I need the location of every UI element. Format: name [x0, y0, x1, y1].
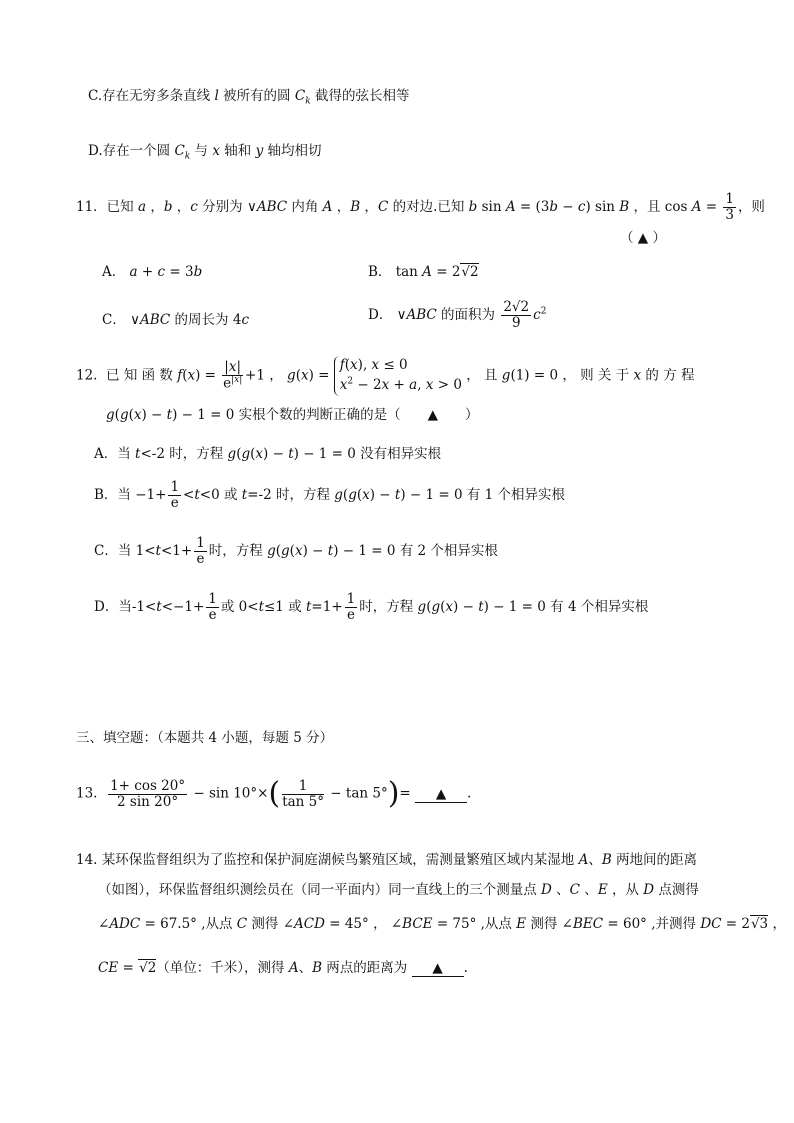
q10-option-c — [88, 88, 409, 107]
q11-option-c: C． ∨ABC 的周长为 4c — [102, 312, 249, 328]
q14-line-2: （如图），环保监督组织测绘员在（同一平面内）同一直线上的三个测量点 D 、C 、E ，从 D 点测得 — [98, 882, 699, 898]
q10-option-c-text: C.存在无穷多条直线 l 被所有的圆 $C_k$ 截得的弦长相等 — [88, 88, 410, 107]
q13-expression: 13. $\frac{1+ \cos 20^\circ}{2 \sin 20^\circ}$ − sin 10°×( $\frac{1}{\tan 5^\circ}$ − tan 5°)= ▲ . — [76, 776, 472, 811]
q11-stem: 11．已知 a ，b ，c 分别为 ∨ABC 内角 A ，B ，C 的对边.已知 b sin A = (3b − c) sin B ，且 cos A = $\frac{1}{3}$ ，则 — [76, 191, 765, 223]
q11-option-a: A． a + c = 3b — [102, 264, 203, 280]
q14-line-4: CE = √2（单位：千米），测得 A、B 两点的距离为 ▲ . — [98, 960, 468, 976]
q12-stem2: g(g(x) − t) − 1 = 0 实根个数的判断正确的是（ ▲ ） — [106, 407, 479, 423]
q11-answer-mark: （ ▲ ） — [620, 230, 666, 246]
q12-option-b: B．当 −1+ $\frac{1}{e}$ <t<0 或 t=-2 时，方程 g(g(x) − t) − 1 = 0 有 1 个相异实根 — [94, 479, 566, 511]
q11-option-b: B． tan A = 2√2 — [368, 264, 479, 280]
q14-answer-blank: ▲ — [412, 960, 464, 977]
q10-option-d — [88, 143, 322, 162]
q13-answer-blank: ▲ — [415, 786, 467, 803]
q11-option-d: D． ∨ABC 的面积为 $\frac{2√2}{9}$ $c^2$ — [368, 299, 547, 331]
q12-option-d: D．当-1<t<−1+ $\frac{1}{e}$ 或 0<t≤1 或 t=1+ $\frac{1}{e}$ 时，方程 g(g(x) − t) − 1 = 0 有 4 个相异实根 — [94, 591, 649, 623]
section-title: 三、填空题：（本题共 4 小题，每题 5 分） — [76, 730, 334, 746]
q12-option-c: C．当 1<t<1+ $\frac{1}{e}$ 时，方程 g(g(x) − t) − 1 = 0 有 2 个相异实根 — [94, 535, 498, 567]
q14-line-3: ∠ADC = 67.5° ,从点 C 测得 ∠ACD = 45° ， ∠BCE = 75° ,从点 E 测得 ∠BEC = 60° ,并测得 DC = 2√3 ， — [98, 916, 786, 932]
q10-option-d-text: D.存在一个圆 $C_k$ 与 x 轴和 y 轴均相切 — [88, 143, 322, 162]
q12-stem: 12. 已 知 函 数 f(x) = $\frac{|x|}{e^{|x|}}$ +1 ， g(x) = f(x), x ≤ 0 $x^2 - 2x + a$, x > 0 ， 且 g(1) = 0 ， 则 关 于 x 的 方 程 — [76, 356, 695, 396]
q12-option-a: A．当 t<-2 时，方程 g(g(x) − t) − 1 = 0 没有相异实根 — [94, 446, 442, 462]
q14-line-1: 14. 某环保监督组织为了监控和保护洞庭湖候鸟繁殖区域，需测量繁殖区域内某湿地 A、B 两地间的距离 — [76, 852, 698, 868]
